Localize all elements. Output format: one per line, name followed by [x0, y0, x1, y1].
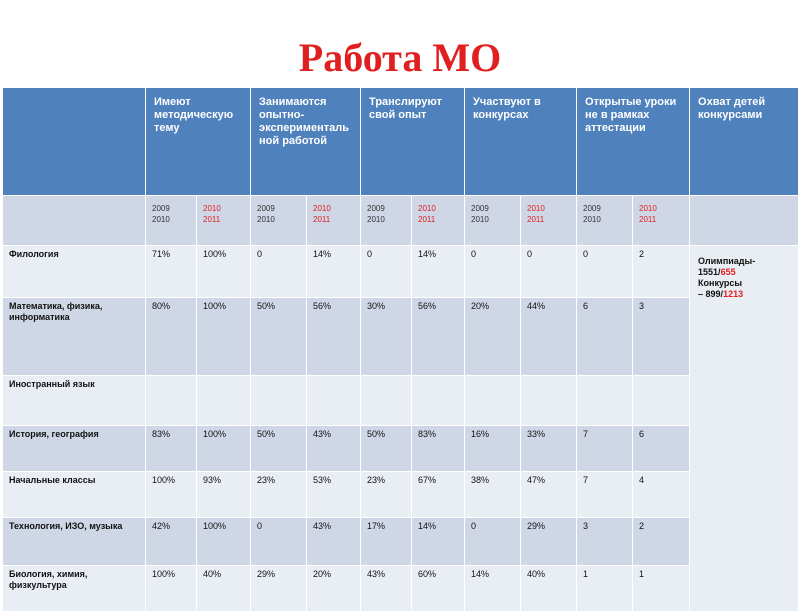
- subject-cell: Филология: [3, 246, 146, 298]
- value-cell-2010-2011: [521, 376, 577, 426]
- value-cell-2010-2011: 6: [633, 426, 690, 472]
- subject-cell: Математика, физика, информатика: [3, 298, 146, 376]
- value-cell-2009-2010: 3: [577, 518, 633, 566]
- value-cell-2010-2011: 44%: [521, 298, 577, 376]
- value-cell-2010-2011: 43%: [307, 426, 361, 472]
- value-cell-2009-2010: 50%: [251, 426, 307, 472]
- value-cell-2009-2010: 83%: [146, 426, 197, 472]
- table-row: [3, 246, 799, 298]
- subject-cell: Начальные классы: [3, 472, 146, 518]
- value-cell-2009-2010: 17%: [361, 518, 412, 566]
- value-cell-2009-2010: 0: [251, 518, 307, 566]
- value-cell-2010-2011: 83%: [412, 426, 465, 472]
- contest-label: Конкурсы: [698, 278, 743, 288]
- header-share-experience: Транслируют свой опыт: [361, 88, 465, 196]
- value-cell-2009-2010: 0: [361, 246, 412, 298]
- value-cell-2009-2010: [465, 376, 521, 426]
- value-cell-2010-2011: 4: [633, 472, 690, 518]
- year-cell-2010-2011: 2010 2011: [307, 196, 361, 246]
- value-cell-2009-2010: 7: [577, 472, 633, 518]
- header-contests: Участвуют в конкурсах: [465, 88, 577, 196]
- value-cell-2009-2010: 16%: [465, 426, 521, 472]
- year-cell-2009-2010: 2009 2010: [577, 196, 633, 246]
- header-experimental-work: Занимаются опытно-экспериментальной работой: [251, 88, 361, 196]
- value-cell-2010-2011: 2: [633, 246, 690, 298]
- value-cell-2009-2010: 6: [577, 298, 633, 376]
- subject-cell: Биология, химия, физкультура: [3, 566, 146, 612]
- value-cell-2010-2011: 29%: [521, 518, 577, 566]
- value-cell-2009-2010: 43%: [361, 566, 412, 612]
- table-row: [3, 518, 799, 566]
- value-cell-2009-2010: 20%: [465, 298, 521, 376]
- value-cell-2009-2010: 71%: [146, 246, 197, 298]
- value-cell-2009-2010: 30%: [361, 298, 412, 376]
- subject-cell: Технология, ИЗО, музыка: [3, 518, 146, 566]
- value-cell-2009-2010: 23%: [361, 472, 412, 518]
- mo-table: [2, 87, 799, 612]
- value-cell-2010-2011: 0: [521, 246, 577, 298]
- table-row: [3, 298, 799, 376]
- value-cell-2010-2011: 40%: [197, 566, 251, 612]
- olympiad-curr: 655: [720, 267, 736, 277]
- value-cell-2010-2011: 14%: [412, 246, 465, 298]
- olympiad-label: Олимпиады-: [698, 256, 756, 266]
- value-cell-2009-2010: 0: [577, 246, 633, 298]
- value-cell-2010-2011: 40%: [521, 566, 577, 612]
- value-cell-2009-2010: [251, 376, 307, 426]
- value-cell-2009-2010: [146, 376, 197, 426]
- value-cell-2010-2011: 56%: [307, 298, 361, 376]
- value-cell-2009-2010: 100%: [146, 566, 197, 612]
- value-cell-2010-2011: 14%: [307, 246, 361, 298]
- year-cell-2010-2011: 2010 2011: [412, 196, 465, 246]
- header-row: [3, 88, 799, 196]
- value-cell-2009-2010: 38%: [465, 472, 521, 518]
- value-cell-2009-2010: 0: [251, 246, 307, 298]
- value-cell-2010-2011: 33%: [521, 426, 577, 472]
- value-cell-2010-2011: 67%: [412, 472, 465, 518]
- value-cell-2009-2010: 50%: [251, 298, 307, 376]
- header-coverage: Охват детей конкурсами: [690, 88, 799, 196]
- value-cell-2010-2011: [412, 376, 465, 426]
- value-cell-2010-2011: 93%: [197, 472, 251, 518]
- value-cell-2009-2010: 80%: [146, 298, 197, 376]
- value-cell-2010-2011: 3: [633, 298, 690, 376]
- value-cell-2010-2011: [197, 376, 251, 426]
- value-cell-2009-2010: 100%: [146, 472, 197, 518]
- value-cell-2009-2010: 50%: [361, 426, 412, 472]
- value-cell-2010-2011: 20%: [307, 566, 361, 612]
- value-cell-2009-2010: 23%: [251, 472, 307, 518]
- value-cell-2009-2010: 14%: [465, 566, 521, 612]
- value-cell-2009-2010: 1: [577, 566, 633, 612]
- table-row: [3, 426, 799, 472]
- table-row: [3, 566, 799, 612]
- value-cell-2009-2010: [577, 376, 633, 426]
- table-row: [3, 376, 799, 426]
- value-cell-2010-2011: 100%: [197, 246, 251, 298]
- subject-cell: История, география: [3, 426, 146, 472]
- years-coverage-blank: [690, 196, 799, 246]
- value-cell-2010-2011: 100%: [197, 298, 251, 376]
- contest-prev: – 899/: [698, 289, 724, 299]
- page-title: Работа МО: [298, 35, 502, 80]
- value-cell-2010-2011: 100%: [197, 426, 251, 472]
- value-cell-2010-2011: [307, 376, 361, 426]
- value-cell-2010-2011: 43%: [307, 518, 361, 566]
- value-cell-2010-2011: [633, 376, 690, 426]
- year-cell-2009-2010: 2009 2010: [465, 196, 521, 246]
- value-cell-2010-2011: 2: [633, 518, 690, 566]
- year-cell-2009-2010: 2009 2010: [251, 196, 307, 246]
- value-cell-2009-2010: 0: [465, 518, 521, 566]
- year-cell-2010-2011: 2010 2011: [633, 196, 690, 246]
- contest-curr: 1213: [723, 289, 744, 299]
- value-cell-2009-2010: 29%: [251, 566, 307, 612]
- olympiad-prev: 1551/: [698, 267, 721, 277]
- years-corner: [3, 196, 146, 246]
- value-cell-2010-2011: 14%: [412, 518, 465, 566]
- value-cell-2009-2010: 42%: [146, 518, 197, 566]
- value-cell-2009-2010: 7: [577, 426, 633, 472]
- value-cell-2010-2011: 1: [633, 566, 690, 612]
- value-cell-2009-2010: [361, 376, 412, 426]
- value-cell-2009-2010: 0: [465, 246, 521, 298]
- value-cell-2010-2011: 60%: [412, 566, 465, 612]
- year-cell-2010-2011: 2010 2011: [197, 196, 251, 246]
- subject-cell: Иностранный язык: [3, 376, 146, 426]
- header-open-lessons: Открытые уроки не в рамках аттестации: [577, 88, 690, 196]
- value-cell-2010-2011: 56%: [412, 298, 465, 376]
- year-cell-2010-2011: 2010 2011: [521, 196, 577, 246]
- table-row: [3, 472, 799, 518]
- year-cell-2009-2010: 2009 2010: [361, 196, 412, 246]
- years-row: [3, 196, 799, 246]
- value-cell-2010-2011: 53%: [307, 472, 361, 518]
- value-cell-2010-2011: 100%: [197, 518, 251, 566]
- coverage-cell: [690, 246, 799, 612]
- header-method-theme: Имеют методическую тему: [146, 88, 251, 196]
- year-cell-2009-2010: 2009 2010: [146, 196, 197, 246]
- value-cell-2010-2011: 47%: [521, 472, 577, 518]
- header-corner: [3, 88, 146, 196]
